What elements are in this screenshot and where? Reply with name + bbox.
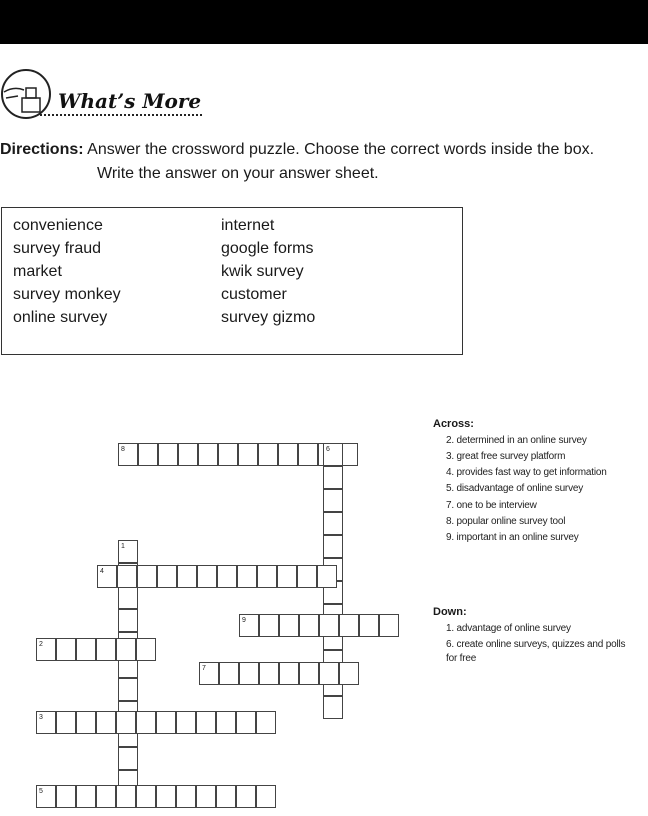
crossword-cell (136, 785, 156, 808)
crossword-cell (117, 565, 137, 588)
word-bank-item: survey fraud (13, 240, 102, 257)
word-bank-item: survey gizmo (221, 309, 316, 326)
directions-line-2: Write the answer on your answer sheet. (97, 165, 379, 182)
crossword-cell (196, 711, 216, 734)
word-bank-item: market (13, 263, 62, 280)
directions-label: Directions: (0, 141, 84, 158)
word-bank-item: internet (221, 217, 275, 234)
crossword-cell (76, 638, 96, 661)
crossword-cell (56, 785, 76, 808)
across-clue: 3. great free survey platform (446, 451, 566, 462)
crossword-cell (178, 443, 198, 466)
crossword-cell (156, 785, 176, 808)
crossword-cell (56, 711, 76, 734)
word-bank-item: google forms (221, 240, 314, 257)
crossword-cell (237, 565, 257, 588)
crossword-cell (319, 614, 339, 637)
crossword-cell (198, 443, 218, 466)
crossword-cell (138, 443, 158, 466)
crossword-cell (278, 443, 298, 466)
crossword-cell (118, 586, 138, 609)
crossword-cell (299, 614, 319, 637)
clue-number: 9 (242, 617, 246, 624)
crossword-cell (96, 638, 116, 661)
crossword-cell (216, 711, 236, 734)
down-title: Down: (433, 606, 467, 618)
down-clue: 1. advantage of online survey (446, 623, 571, 634)
crossword-cell (256, 711, 276, 734)
crossword-cell (323, 489, 343, 512)
crossword-cell (218, 443, 238, 466)
clue-number: 1 (121, 543, 125, 550)
crossword-cell (279, 662, 299, 685)
down-clue: for free (446, 653, 477, 664)
crossword-cell (379, 614, 399, 637)
crossword-cell (118, 678, 138, 701)
crossword-cell (157, 565, 177, 588)
crossword-cell (258, 443, 278, 466)
crossword-cell (158, 443, 178, 466)
crossword-cell (56, 638, 76, 661)
crossword-cell (196, 785, 216, 808)
crossword-cell (156, 711, 176, 734)
crossword-cell (217, 565, 237, 588)
crossword-cell (96, 711, 116, 734)
clue-number: 5 (39, 788, 43, 795)
crossword-cell (116, 638, 136, 661)
crossword-cell (259, 662, 279, 685)
crossword-cell (116, 711, 136, 734)
crossword-cell (116, 785, 136, 808)
crossword-cell (176, 711, 196, 734)
crossword-cell (339, 662, 359, 685)
crossword-cell (136, 711, 156, 734)
crossword-cell (323, 512, 343, 535)
crossword-cell (177, 565, 197, 588)
crossword-cell (257, 565, 277, 588)
crossword-cell (323, 535, 343, 558)
crossword-cell (236, 785, 256, 808)
crossword-cell (299, 662, 319, 685)
crossword-cell (176, 785, 196, 808)
crossword-cell (259, 614, 279, 637)
across-clue: 9. important in an online survey (446, 532, 579, 543)
crossword-cell (319, 662, 339, 685)
crossword-cell (137, 565, 157, 588)
crossword-cell (216, 785, 236, 808)
crossword-cell (76, 785, 96, 808)
crossword-cell (136, 638, 156, 661)
clue-number: 8 (121, 446, 125, 453)
clue-number: 6 (326, 446, 330, 453)
clue-number: 2 (39, 641, 43, 648)
clue-number: 4 (100, 568, 104, 575)
crossword-cell (277, 565, 297, 588)
crossword-cell (256, 785, 276, 808)
crossword-cell (323, 696, 343, 719)
crossword-cell (76, 711, 96, 734)
crossword-cell (323, 466, 343, 489)
crossword-cell (219, 662, 239, 685)
word-bank-item: convenience (13, 217, 103, 234)
word-bank-item: kwik survey (221, 263, 304, 280)
clue-number: 7 (202, 665, 206, 672)
across-clue: 5. disadvantage of online survey (446, 483, 584, 494)
across-clue: 8. popular online survey tool (446, 516, 566, 527)
crossword-cell (339, 614, 359, 637)
word-bank-item: online survey (13, 309, 108, 326)
down-clue: 6. create online surveys, quizzes and polls (446, 639, 626, 650)
crossword-cell (118, 609, 138, 632)
word-bank-item: customer (221, 286, 287, 303)
crossword-cell (298, 443, 318, 466)
crossword-cell (359, 614, 379, 637)
word-bank-item: survey monkey (13, 286, 121, 303)
across-clue: 2. determined in an online survey (446, 435, 587, 446)
clue-number: 3 (39, 714, 43, 721)
crossword-cell (238, 443, 258, 466)
crossword-cell (118, 747, 138, 770)
crossword-cell (197, 565, 217, 588)
crossword-cell (236, 711, 256, 734)
crossword-cell (279, 614, 299, 637)
section-title: What’s More (58, 89, 202, 113)
crossword-cell (239, 662, 259, 685)
across-clue: 4. provides fast way to get information (446, 467, 607, 478)
crossword-cell (297, 565, 317, 588)
across-title: Across: (433, 418, 474, 430)
directions-text-1: Answer the crossword puzzle. Choose the correct words inside the box. (87, 141, 595, 158)
across-clue: 7. one to be interview (446, 500, 537, 511)
crossword-cell (317, 565, 337, 588)
crossword-cell (96, 785, 116, 808)
